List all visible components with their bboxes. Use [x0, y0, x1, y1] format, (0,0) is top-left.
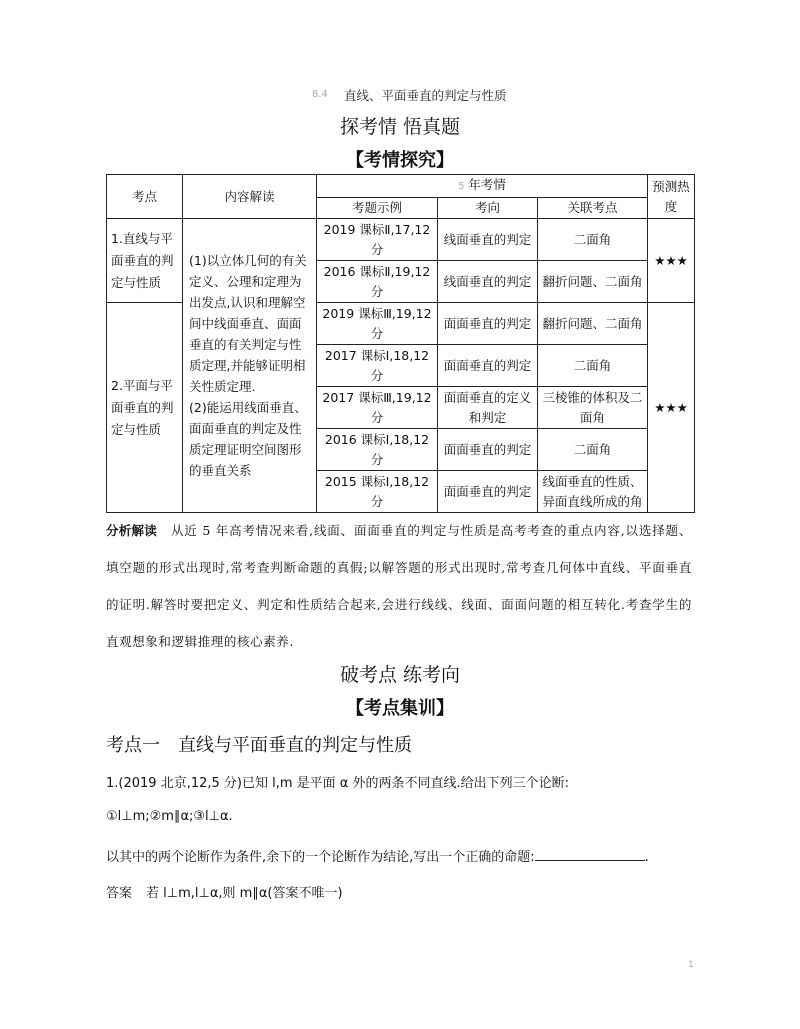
topic-title: 考点一 直线与平面垂直的判定与性质 — [106, 735, 412, 756]
topic-2: 2.平面与平面垂直的判定与性质 — [107, 303, 183, 513]
row-direction: 面面垂直的判定 — [438, 303, 538, 345]
question-stem: 1.(2019 北京,12,5 分)已知 l,m 是平面 α 外的两条不同直线.给出下列三个论断: — [106, 776, 569, 791]
section-title: 直线、平面垂直的判定与性质 — [344, 88, 507, 103]
row-related: 二面角 — [538, 219, 648, 261]
row-related: 翻折问题、二面角 — [538, 261, 648, 303]
header-direction: 考向 — [438, 198, 538, 219]
row-example: 2019 课标Ⅱ,17,12 分 — [317, 219, 438, 261]
question-items: ①l⊥m;②m∥α;③l⊥α. — [106, 809, 233, 824]
row-example: 2019 课标Ⅲ,19,12 分 — [317, 303, 438, 345]
row-direction: 面面垂直的判定 — [438, 429, 538, 471]
row-example: 2017 课标Ⅰ,18,12 分 — [317, 345, 438, 387]
question-ask-text: 以其中的两个论断作为条件,余下的一个论断作为结论,写出一个正确的命题: — [106, 850, 535, 865]
topic-1: 1.直线与平面垂直的判定与性质 — [107, 219, 183, 303]
analysis-text: 从近 5 年高考情况来看,线面、面面垂直的判定与性质是高考考查的重点内容,以选择题、填空题的形式出现时,常考查判断命题的真假;以解答题的形式出现时,常考查几何体中直线、平面垂直的证明.解答时要把定义、判定和性质结合起来,会进行线线、线面、面面问题的相互转化.考查学生的直观想象和逻辑推理的核心素养. — [106, 523, 692, 649]
row-related: 线面垂直的性质、异面直线所成的角 — [538, 471, 648, 513]
row-direction: 面面垂直的定义和判定 — [438, 387, 538, 429]
row-direction: 面面垂直的判定 — [438, 345, 538, 387]
row-direction: 面面垂直的判定 — [438, 471, 538, 513]
answer-label: 答案 — [106, 886, 133, 901]
row-direction: 线面垂直的判定 — [438, 261, 538, 303]
page-title: 探考情 悟真题 — [339, 116, 461, 138]
content-interpretation: (1)以立体几何的有关定义、公理和定理为出发点,认识和理解空间中线面垂直、面面垂直的有关判定与性质定理,并能够证明相关性质定理. (2)能运用线面垂直、面面垂直的判定及性质定理证明空间图形的垂直关系 — [183, 219, 317, 513]
row-related: 翻折问题、二面角 — [538, 303, 648, 345]
row-example: 2015 课标Ⅰ,18,12 分 — [317, 471, 438, 513]
question-ask — [106, 846, 649, 865]
question-ask-end: . — [644, 850, 649, 865]
row-direction: 线面垂直的判定 — [438, 219, 538, 261]
section-number: 8.4 — [312, 89, 328, 100]
analysis-paragraph — [106, 512, 692, 660]
row-example: 2017 课标Ⅲ,19,12 分 — [317, 387, 438, 429]
section2-title: 破考点 练考向 — [339, 664, 461, 686]
header-related: 关联考点 — [538, 198, 648, 219]
header-kaodian: 考点 — [107, 175, 183, 219]
predict-stars-1: ★★★ — [648, 219, 695, 303]
predict-stars-2: ★★★ — [648, 303, 695, 513]
header-5year-label: 年考情 — [468, 177, 506, 192]
header-5year — [317, 175, 648, 198]
answer-blank — [535, 847, 645, 861]
practice-heading: 【考点集训】 — [346, 698, 454, 719]
answer-line — [106, 882, 343, 901]
row-example: 2016 课标Ⅱ,19,12 分 — [317, 261, 438, 303]
header-predict: 预测热度 — [648, 175, 695, 219]
answer-text: 若 l⊥m,l⊥α,则 m∥α(答案不唯一) — [146, 886, 343, 901]
header-example: 考题示例 — [317, 198, 438, 219]
row-related: 二面角 — [538, 429, 648, 471]
row-example: 2016 课标Ⅰ,18,12 分 — [317, 429, 438, 471]
row-related: 二面角 — [538, 345, 648, 387]
page-number: 1 — [688, 960, 694, 970]
analysis-label: 分析解读 — [106, 523, 157, 538]
exam-analysis-table — [106, 174, 695, 513]
row-related: 三棱锥的体积及二面角 — [538, 387, 648, 429]
exam-situation-heading: 【考情探究】 — [346, 150, 454, 171]
header-5year-number: 5 — [458, 181, 465, 192]
header-content: 内容解读 — [183, 175, 317, 219]
